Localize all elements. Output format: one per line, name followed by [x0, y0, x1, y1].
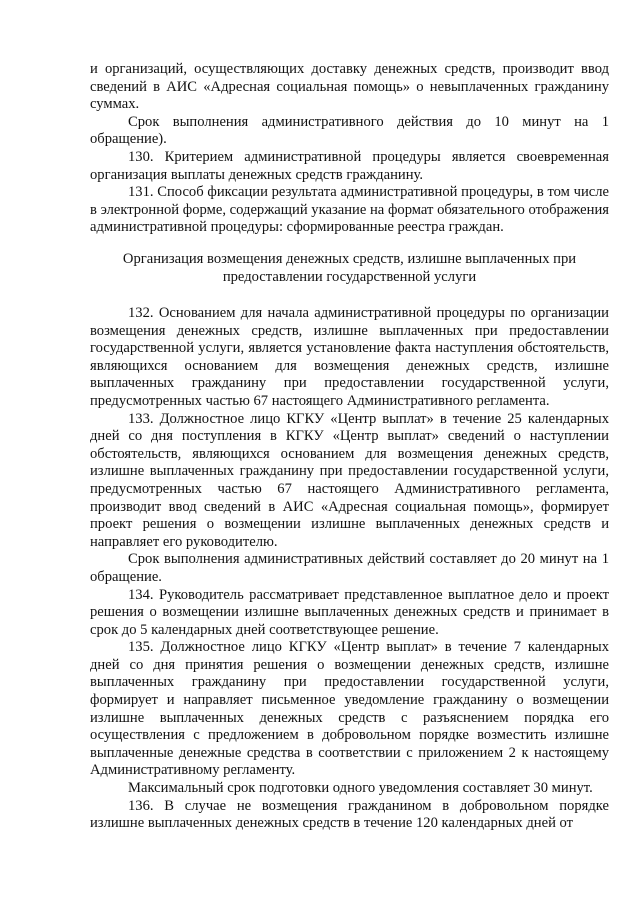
- paragraph-131: 131. Способ фиксации результата административной процедуры, в том числе в электронной форме, содержащий указание на формат обязательного отображения административной процедуры: сформированные реестра граждан.: [90, 184, 609, 236]
- paragraph-135: 135. Должностное лицо КГКУ «Центр выплат» в течение 7 календарных дней со дня принятия решения о возмещении денежных средств, излишне выплаченных гражданину при предоставлении государственной услуги, формирует и направляет письменное уведомление гражданину о возмещении излишне выплаченных денежных средств с разъяснением порядка его осуществления с предложением в добровольном порядке возместить излишне выплаченные денежные средства в соответствии с приложением 2 к настоящему Административному регламенту.: [90, 639, 609, 779]
- section-heading: [90, 251, 609, 286]
- bottom-text-block: [90, 305, 609, 833]
- section-heading-line-1: Организация возмещения денежных средств, излишне выплаченных при: [122, 251, 577, 267]
- paragraph-132: 132. Основанием для начала административной процедуры по организации возмещения денежных средств, излишне выплаченных при предоставлении государственной услуги, является установление факта наступления обстоятельств, являющихся основанием для возмещения денежных средств, излишне выплаченных гражданину при предоставлении государственной услуги, предусмотренных частью 67 настоящего Административного регламента.: [90, 305, 609, 409]
- section-heading-line-2: предоставлении государственной услуги: [222, 268, 477, 285]
- paragraph-130: 130. Критерием административной процедуры является своевременная организация выплаты денежных средств гражданину.: [90, 148, 609, 183]
- paragraph-134: 134. Руководитель рассматривает представленное выплатное дело и проект решения о возмещении излишне выплаченных денежных средств и принимает в срок до 5 календарных дней соответствующее решение.: [90, 586, 609, 638]
- paragraph-133: 133. Должностное лицо КГКУ «Центр выплат» в течение 25 календарных дней со дня поступления в КГКУ «Центр выплат» сведений о наступлении обстоятельств, являющихся основанием для возмещения денежных средств, излишне выплаченных гражданину при предоставлении государственной услуги, предусмотренных частью 67 настоящего Административного регламента, производит ввод сведений в АИС «Адресная социальная помощь», формирует проект решения о возмещении излишне выплаченных денежных средств и направляет его руководителю.: [90, 410, 609, 550]
- paragraph-136: 136. В случае не возмещения гражданином в добровольном порядке излишне выплаченных денежных средств в течение 120 календарных дней от: [90, 797, 609, 832]
- paragraph-deadline-20min: Срок выполнения административных действий составляет до 20 минут на 1 обращение.: [90, 551, 609, 585]
- paragraph-deadline-note: Срок выполнения административного действия до 10 минут на 1 обращение).: [90, 113, 609, 148]
- paragraph-continuation: и организаций, осуществляющих доставку денежных средств, производит ввод сведений в АИС «Адресная социальная помощь» о невыплаченных гражданину суммах.: [90, 61, 609, 113]
- paragraph-deadline-30min: Максимальный срок подготовки одного уведомления составляет 30 минут.: [128, 780, 593, 797]
- top-text-block: [90, 61, 609, 237]
